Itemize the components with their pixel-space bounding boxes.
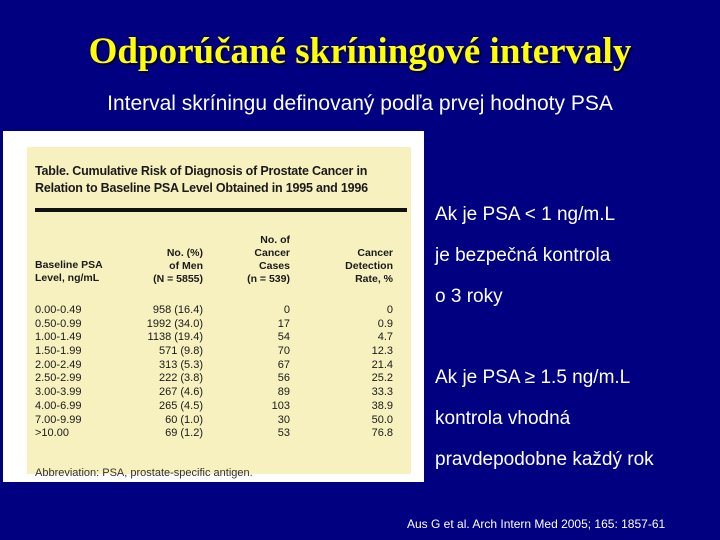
- cell-psa: 2.00-2.49: [35, 358, 82, 371]
- cell-rate: 0.9: [377, 317, 393, 330]
- cell-men: 1138 (19.4): [147, 331, 203, 344]
- cell-men: 1992 (34.0): [146, 317, 203, 330]
- cell-psa: 2.50-2.99: [35, 372, 82, 385]
- cell-rate: 33.3: [371, 386, 393, 399]
- cell-men: 958 (16.4): [152, 304, 203, 316]
- table-row: [35, 427, 395, 441]
- table-caption: Table. Cumulative Risk of Diagnosis of Prostate Cancer in Relation to Baseline PSA Level Obtained in 1995 and 1996: [35, 164, 368, 195]
- cell-men: 267 (4.6): [158, 386, 203, 399]
- cell-cases: 70: [277, 345, 290, 358]
- table-row: [35, 372, 395, 386]
- cell-men: 222 (3.8): [158, 372, 203, 385]
- cell-men: 69 (1.2): [165, 427, 203, 440]
- table-body: [35, 304, 395, 441]
- note-line-3: o 3 roky: [435, 286, 503, 307]
- cell-cases: 17: [277, 317, 290, 330]
- cell-rate: 4.7: [377, 331, 393, 344]
- cell-psa: 4.00-6.99: [35, 399, 82, 412]
- cell-psa: 0.50-0.99: [35, 317, 82, 330]
- note-line-2: je bezpečná kontrola: [435, 245, 611, 266]
- cell-rate: 50.0: [371, 413, 393, 426]
- note-line-4: Ak je PSA ≥ 1.5 ng/m.L: [435, 367, 631, 388]
- slide-title: Odporúčané skríningové intervaly: [88, 31, 632, 72]
- note-line-5: kontrola vhodná: [435, 408, 571, 429]
- cell-rate: 76.8: [371, 427, 393, 440]
- cell-psa: 0.00-0.49: [35, 304, 82, 316]
- cell-men: 60 (1.0): [165, 413, 203, 426]
- cell-psa: 7.00-9.99: [35, 413, 82, 426]
- cell-cases: 54: [277, 331, 290, 344]
- cell-rate: 38.9: [371, 399, 393, 412]
- table-panel: [27, 147, 411, 479]
- column-header-cases: No. of Cancer Cases (n = 539): [247, 234, 290, 285]
- cell-cases: 0: [283, 304, 290, 316]
- table-image: [3, 131, 424, 482]
- table-row: [35, 318, 395, 332]
- slide-subtitle: Interval skríningu definovaný podľa prvej hodnoty PSA: [107, 92, 613, 115]
- cell-rate: 21.4: [371, 358, 393, 371]
- column-header-rate: Cancer Detection Rate, %: [345, 247, 393, 285]
- cell-men: 313 (5.3): [158, 358, 203, 371]
- note-line-6: pravdepodobne každý rok: [435, 449, 654, 470]
- cell-psa: >10.00: [35, 427, 69, 440]
- table-row: [35, 359, 395, 373]
- cell-cases: 30: [277, 413, 290, 426]
- table-footnote: Abbreviation: PSA, prostate-specific antigen.: [35, 467, 253, 479]
- note-line-1: Ak je PSA < 1 ng/m.L: [435, 204, 616, 225]
- cell-rate: 25.2: [371, 372, 393, 385]
- cell-cases: 103: [271, 399, 290, 412]
- table-row: [35, 386, 395, 400]
- cell-cases: 89: [277, 386, 290, 399]
- cell-rate: 0: [386, 304, 393, 316]
- column-header-psa: Baseline PSA Level, ng/mL: [35, 259, 103, 284]
- cell-cases: 67: [277, 358, 290, 371]
- table-row: [35, 345, 395, 359]
- cell-psa: 1.50-1.99: [35, 345, 82, 358]
- cell-men: 265 (4.5): [158, 399, 203, 412]
- table-row: [35, 331, 395, 345]
- citation: Aus G et al. Arch Intern Med 2005; 165: 1857-61: [407, 517, 666, 531]
- cell-cases: 53: [277, 427, 290, 440]
- table-row: [35, 414, 395, 428]
- table-rule: [35, 208, 407, 212]
- cell-cases: 56: [277, 372, 290, 385]
- table-row: [35, 304, 395, 318]
- cell-psa: 1.00-1.49: [35, 331, 82, 344]
- table-row: [35, 400, 395, 414]
- cell-psa: 3.00-3.99: [35, 386, 82, 399]
- column-header-men: No. (%) of Men (N = 5855): [153, 247, 203, 285]
- cell-men: 571 (9.8): [158, 345, 203, 358]
- cell-rate: 12.3: [371, 345, 393, 358]
